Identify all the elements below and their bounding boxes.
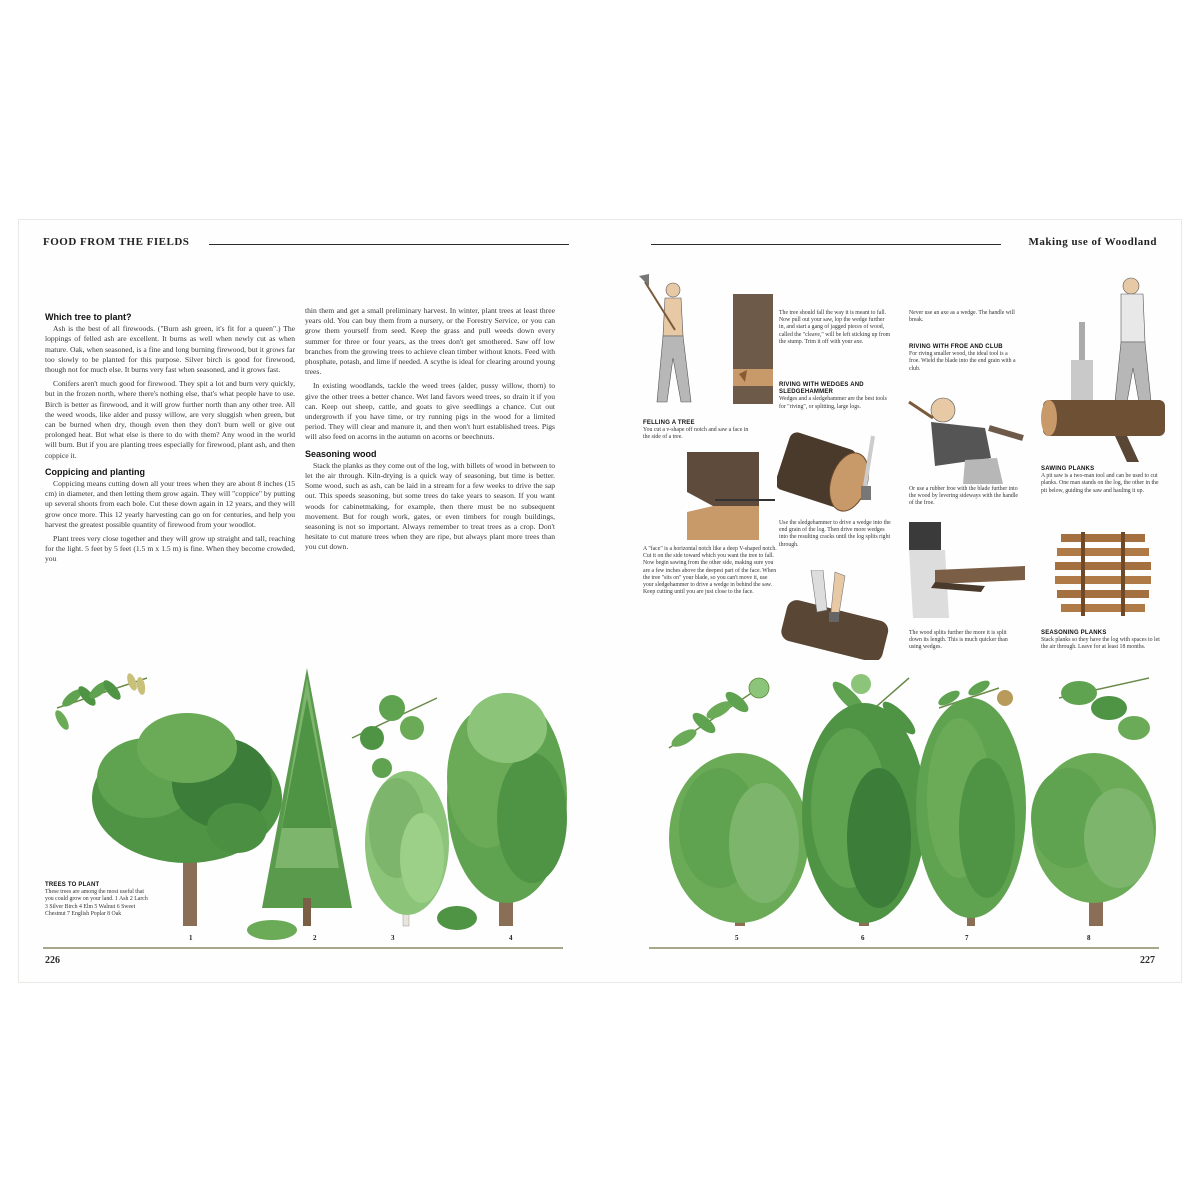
felling-notch-illustration — [679, 452, 775, 540]
elm-tree-illustration — [437, 693, 567, 930]
oak-leaf-sprig-illustration — [1059, 678, 1150, 740]
tree-number: 1 — [189, 934, 193, 942]
tree-number: 8 — [1087, 934, 1091, 942]
sweet-chestnut-tree-illustration — [802, 703, 926, 926]
sawing-planks-title: SAWING PLANKS — [1041, 466, 1095, 472]
froe-note-caption: Or use a rubber froe with the blade further into the wood by levering sideways with the handle of the froe. — [909, 486, 1018, 507]
paragraph: Conifers aren't much good for firewood. They spit a lot and burn very quickly, but in the frozen north, where there's nothing else, that's what people have to use. Birch is better as firewood, and it will grow further north than any other tree. All the weed woods, like alder and pussy willow, are very sluggish when green, but can be burned when dry, though even then they don't burn well or give out prolonged heat. But what else is there to do with them? Any wood in the world will burn. But if you are planting trees especially for firewood, plant ash, and then coppice it. — [45, 379, 295, 460]
froe-title: RIVING WITH FROE AND CLUB — [909, 344, 1003, 350]
heading-which-tree: Which tree to plant? — [45, 312, 132, 322]
seasoning-planks-body: Stack planks so they have the log with spaces to let the air through. Leave for at least 18 months. — [1041, 637, 1160, 651]
tree-number: 6 — [861, 934, 865, 942]
sawing-planks-caption — [1041, 466, 1165, 495]
paragraph: Ash is the best of all firewoods. ("Burn ash green, it's fit for a queen".) The loppings of felled ash are excellent. It burns as well when newly cut as when mature. Oak, when seasoned, is a fine and long burning firewood, but it grows far too slowly to be planted for this purpose. Silver birch is good for firewood, though not for much else. It burns very fast when seasoned, and it grows fast. — [45, 324, 295, 375]
trees-caption-body: These trees are among the most useful that you could grow on your land. 1 Ash 2 Larch 3 Silver Birch 4 Elm 5 Walnut 6 Sweet Chestnut 7 English Poplar 8 Oak — [45, 889, 148, 917]
left-text-column-1 — [45, 306, 295, 656]
paragraph: Plant trees very close together and they will grow up straight and tall, reaching for the light. 5 feet by 5 feet (1.5 m x 1.5 m) is fine. When they become crowded, you — [45, 534, 295, 564]
heading-coppicing: Coppicing and planting — [45, 466, 145, 477]
pit-saw-illustration — [1035, 272, 1165, 462]
felling-illustration — [635, 274, 785, 414]
felling-caption — [643, 420, 753, 442]
paragraph: thin them and get a small preliminary harvest. In winter, plant trees at least three years old. You can buy them from a nursery, or the Forestry Service, or you can grow them yourself from seed. Keep the grass and pull weeds down every summer for three or four years, as the trees don't get smothered. Saw off low branches from the growing trees to achieve clean timber without knots. Feed with phosphate, potash, and lime if needed. A scythe is ideal for clearing around young trees. — [305, 306, 555, 377]
rive-note-caption: Use the sledgehammer to drive a wedge into the end grain of the log. Then drive more wedges into the resulting cracks until the log splits right through. — [779, 520, 891, 548]
froe-and-club-illustration — [905, 388, 1025, 484]
froe-caption — [909, 344, 1019, 373]
seasoning-planks-title: SEASONING PLANKS — [1041, 630, 1107, 636]
right-bottom-rule — [649, 947, 1159, 949]
tree-number: 4 — [509, 934, 513, 942]
sawing-planks-body: A pit saw is a two-man tool and can be used to cut planks. One man stands on the log, the other in the pit below, guiding the saw and hauling it up. — [1041, 473, 1159, 494]
left-page-number: 226 — [45, 955, 60, 966]
right-header-rule — [651, 244, 1001, 245]
froe-body: For riving smaller wood, the ideal tool is a froe. Wield the blade into the end grain with a club. — [909, 351, 1016, 372]
log-and-wedge-illustration — [777, 426, 893, 516]
tree-number: 5 — [735, 934, 739, 942]
riving-wedges-title: RIVING WITH WEDGES AND SLEDGEHAMMER — [779, 382, 864, 396]
trees-to-plant-caption — [45, 882, 149, 918]
paragraph: Coppicing means cutting down all your trees when they are about 8 inches (15 cm) in diameter, and then letting them grow again. They will "coppice" by putting up several shoots from each bole. Cut these down again in 12 years, and they will grow once more. This 12 yearly harvesting can go on for centuries, and help you harvest the greatest possible quantity of firewood from your woodlot. — [45, 479, 295, 529]
silver-birch-tree-illustration — [365, 771, 449, 926]
heading-seasoning: Seasoning wood — [305, 448, 377, 459]
froe-note2-caption: The wood splits further the more it is split down its length. This is much quicker than using wedges. — [909, 630, 1008, 651]
seasoning-stack-illustration — [1055, 528, 1151, 622]
ash-leaf-sprig-illustration — [53, 672, 147, 732]
right-running-header: Making use of Woodland — [1028, 236, 1157, 248]
birch-leaf-sprig-illustration — [352, 695, 437, 778]
felling-body: You cut a v-shape off notch and saw a face in the side of a tree. — [643, 427, 749, 441]
froe-intro-caption: Never use an axe as a wedge. The handle will break. — [909, 310, 1015, 324]
rive-intro-caption: The tree should fall the way it is meant to fall. Now pull out your saw, lop the wedge further in, and start a gang of jagged pieces of wood, called the "cleave," will be left sticking up from the stump. Trim it off with your axe. — [779, 310, 891, 345]
riving-wedges-caption — [779, 382, 891, 411]
splitting-log-illustration — [777, 570, 893, 660]
left-bottom-rule — [43, 947, 563, 949]
paragraph: Stack the planks as they come out of the log, with billets of wood in between to let the air through. Kiln-drying is a quick way of seasoning, but time is better. Some wood, such as ash, can be laid in a stream for a few weeks to drive the sap out. This speeds seasoning, but some trees do take years to season. If you want woods for cabinetmaking, for example, then there must be no subsequent movement. But for rough work, gates, or even timbers for rough buildings, seasoning is not so important. Always remember to treat trees as a crop. Don't hesitate to cut mature trees when they are ripe, but always plant more trees than you cut down. — [305, 460, 555, 552]
trees-caption-title: TREES TO PLANT — [45, 882, 100, 888]
walnut-tree-illustration — [669, 753, 809, 926]
tree-number: 3 — [391, 934, 395, 942]
left-running-header: FOOD FROM THE FIELDS — [43, 236, 190, 248]
book-spread — [18, 219, 1182, 983]
riving-wedges-body: Wedges and a sledgehammer are the best tools for "riving", or splitting, large logs. — [779, 396, 887, 410]
saw-note-caption: A "face" is a horizontal notch like a deep V-shaped notch. Cut it on the side toward which you want the tree to fall. Now begin sawing from the other side, making sure you are a few inches above the deepest part of the face. When the tree "sits on" your blade, so you can't move it, use your sledgehammer to drive a wedge in behind the saw. Keep cutting until you are just close to the face. — [643, 546, 777, 596]
seasoning-planks-caption — [1041, 630, 1165, 652]
walnut-leaf-sprig-illustration — [669, 678, 769, 750]
left-header-rule — [209, 244, 569, 245]
paragraph: In existing woodlands, tackle the weed trees (alder, pussy willow, thorn) to give the other trees a better chance. Wet land favors weed trees, so drain it if you can. Keep out sheep, cattle, and goats to give seedlings a chance. Cut out undergrowth if you have time, or try running pigs in the wood for a limited period. They will clear and manure it, and then won't hurt established trees. Pigs will also feed on acorns in the autumn on acorns or beechnuts. — [305, 381, 555, 442]
felling-title: FELLING A TREE — [643, 420, 695, 426]
tree-number: 7 — [965, 934, 969, 942]
right-trees-illustration — [639, 668, 1169, 948]
left-text-column-2 — [305, 306, 555, 656]
oak-tree-illustration — [1031, 753, 1156, 926]
right-page-number: 227 — [1140, 955, 1155, 966]
froe-lever-illustration — [905, 522, 1025, 618]
tree-number: 2 — [313, 934, 317, 942]
english-poplar-tree-illustration — [916, 698, 1026, 926]
